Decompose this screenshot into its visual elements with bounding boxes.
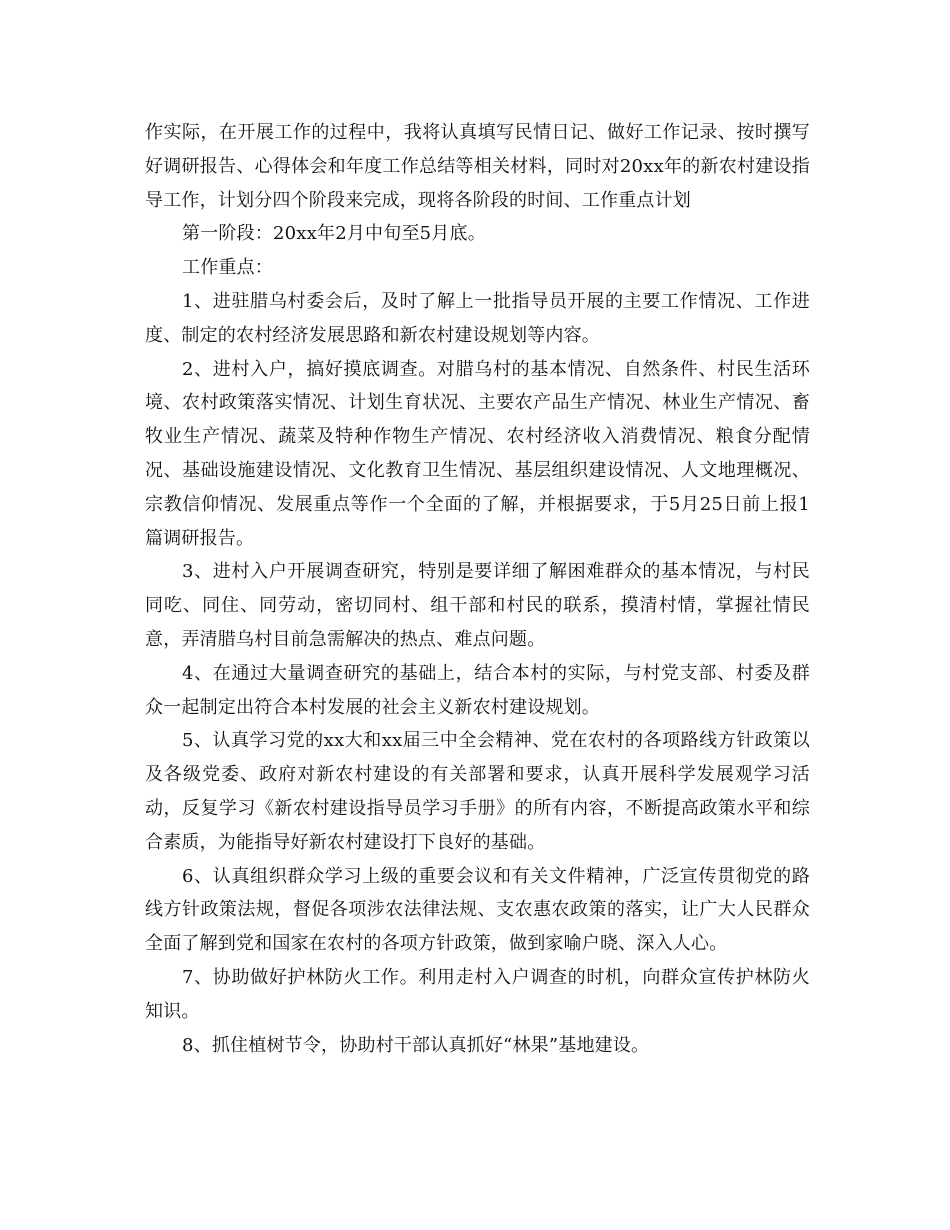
paragraph-continuation: 作实际，在开展工作的过程中，我将认真填写民情日记、做好工作记录、按时撰写好调研报告、心得体会和年度工作总结等相关材料，同时对20xx年的新农村建设指导工作，计划分四个阶段来完成，现将各阶段的时间、工作重点计划: [145, 122, 810, 211]
paragraph-item-3: 3、进村入户开展调查研究，特别是要详细了解困难群众的基本情况，与村民同吃、同住、同劳动，密切同村、组干部和村民的联系，摸清村情，掌握社情民意，弄清腊乌村目前急需解决的热点、难点问题。: [145, 561, 810, 650]
document-body: [145, 116, 810, 1062]
paragraph-item-1: 1、进驻腊乌村委会后，及时了解上一批指导员开展的主要工作情况、工作进度、制定的农村经济发展思路和新农村建设规划等内容。: [145, 290, 810, 346]
paragraph-item-8: 8、抓住植树节令，协助村干部认真抓好“林果”基地建设。: [182, 1034, 650, 1056]
paragraph-item-7: 7、协助做好护林防火工作。利用走村入户调查的时机，向群众宣传护林防火知识。: [145, 966, 810, 1022]
paragraph-work-focus-heading: 工作重点：: [182, 257, 273, 279]
paragraph-item-6: 6、认真组织群众学习上级的重要会议和有关文件精神，广泛宣传贯彻党的路线方针政策法规，督促各项涉农法律法规、支农惠农政策的落实，让广大人民群众全面了解到党和国家在农村的各项方针政策，做到家喻户晓、深入人心。: [145, 865, 810, 955]
paragraph-phase-one: 第一阶段：20xx年2月中旬至5月底。: [182, 223, 486, 245]
paragraph-item-2: 2、进村入户，搞好摸底调查。对腊乌村的基本情况、自然条件、村民生活环境、农村政策落实情况、计划生育状况、主要农产品生产情况、林业生产情况、畜牧业生产情况、蔬菜及特种作物生产情况、农村经济收入消费情况、粮食分配情况、基础设施建设情况、文化教育卫生情况、基层组织建设情况、人文地理概况、宗教信仰情况、发展重点等作一个全面的了解，并根据要求，于5月25日前上报1篇调研报告。: [145, 358, 810, 549]
paragraph-item-5: 5、认真学习党的xx大和xx届三中全会精神、党在农村的各项路线方针政策以及各级党委、政府对新农村建设的有关部署和要求，认真开展科学发展观学习活动，反复学习《新农村建设指导员学习手册》的所有内容，不断提高政策水平和综合素质，为能指导好新农村建设打下良好的基础。: [145, 730, 810, 853]
paragraph-item-4: 4、在通过大量调查研究的基础上，结合本村的实际，与村党支部、村委及群众一起制定出符合本村发展的社会主义新农村建设规划。: [145, 662, 810, 718]
